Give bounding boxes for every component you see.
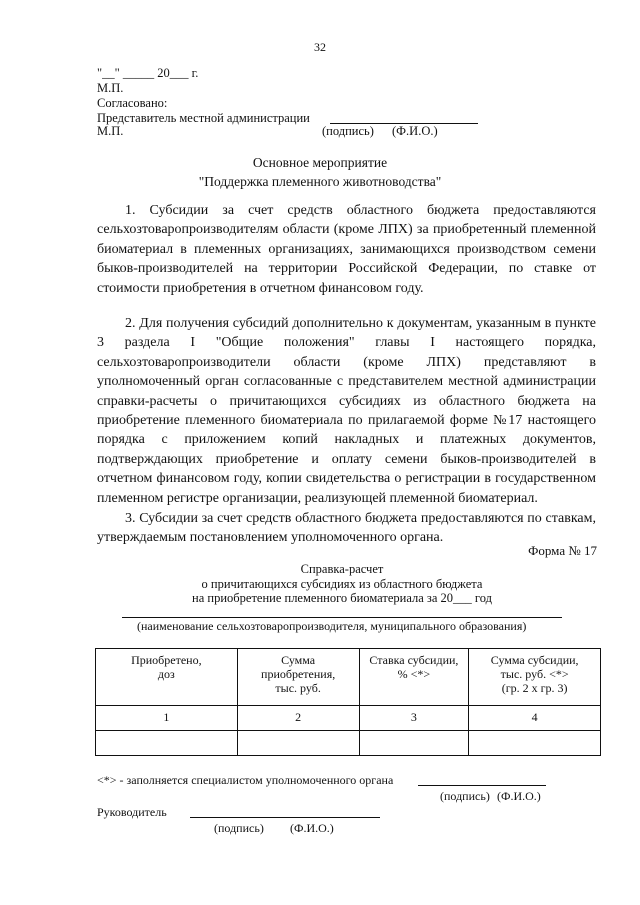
header-cell: Приобретено, доз	[96, 649, 238, 706]
header-cell: Сумма субсидии, тыс. руб. <*> (гр. 2 х гр. 3)	[469, 649, 601, 706]
table-column-numbers-row	[96, 706, 601, 731]
table-data-row	[96, 731, 601, 756]
page-number: 32	[314, 40, 326, 54]
subsidy-table	[95, 648, 601, 756]
footnote: <*> - заполняется специалистом уполномоченного органа	[97, 773, 394, 787]
footnote-signature-caption: (подпись)	[440, 789, 490, 803]
table-cell[interactable]	[469, 731, 601, 756]
footnote-signature-line	[418, 785, 546, 786]
header-cell: Сумма приобретения, тыс. руб.	[237, 649, 359, 706]
paragraph-3: 3. Субсидии за счет средств областного бюджета предоставляются по ставкам, утверждаемым постановлением уполномоченного органа.	[97, 511, 596, 546]
section-subtitle: "Поддержка племенного животноводства"	[198, 174, 442, 189]
agreed-label: Согласовано:	[97, 96, 168, 110]
date-line: "__" _____ 20___ г.	[97, 66, 199, 80]
column-number: 1	[96, 706, 238, 731]
head-label: Руководитель	[97, 805, 167, 819]
stamp-placeholder: М.П.	[97, 81, 124, 95]
column-number: 2	[237, 706, 359, 731]
producer-line	[122, 617, 562, 618]
signature-caption: (подпись)	[322, 124, 374, 138]
head-signature-line	[190, 817, 380, 818]
form-subtitle-1: о причитающихся субсидиях из областного бюджета	[201, 577, 483, 591]
paragraph-2: 2. Для получения субсидий дополнительно к документам, указанным в пункте 3 раздела I "Общие положения" главы I настоящего порядка, сельхозтоваропроизводители области (кроме ЛПХ) представляют в уполномоченный орган согласованные с представителем местной администрации справки-расчеты о причитающихся субсидиях из областного бюджета на приобретение племенного биоматериала по прилагаемой форме №17 настоящего порядка с приложением копий накладных и платежных документов, подтверждающих приобретение и оплату семени быков-производителей в отчетном финансовом году, копии свидетельства о регистрации в государственном племенном регистре организации, реализующей племенной биоматериал.	[97, 316, 596, 506]
name-caption: (Ф.И.О.)	[392, 124, 438, 138]
head-signature-caption: (подпись)	[214, 821, 264, 835]
table-cell[interactable]	[96, 731, 238, 756]
footnote-name-caption: (Ф.И.О.)	[497, 789, 541, 803]
head-name-caption: (Ф.И.О.)	[290, 821, 334, 835]
form-title: Справка-расчет	[300, 562, 384, 576]
section-title: Основное мероприятие	[252, 155, 388, 170]
table-cell[interactable]	[237, 731, 359, 756]
stamp-placeholder-2: М.П.	[97, 124, 124, 138]
form-number: Форма № 17	[528, 543, 597, 558]
column-number: 4	[469, 706, 601, 731]
table-cell[interactable]	[359, 731, 469, 756]
table-header-row	[96, 649, 601, 706]
header-cell: Ставка субсидии, % <*>	[359, 649, 469, 706]
representative-label: Представитель местной администрации	[97, 111, 310, 125]
form-subtitle-2: на приобретение племенного биоматериала за 20___ год	[192, 591, 492, 605]
producer-caption: (наименование сельхозтоваропроизводителя, муниципального образования)	[137, 619, 527, 633]
column-number: 3	[359, 706, 469, 731]
paragraph-1: 1. Субсидии за счет средств областного бюджета предоставляются сельхозтоваропроизводителям области (кроме ЛПХ) за приобретенный племенной биоматериал в племенных организациях, занимающихся производством семени быков-производителей на территории Российской Федерации, по ставке от стоимости приобретения в отчетном финансовом году.	[97, 203, 596, 296]
